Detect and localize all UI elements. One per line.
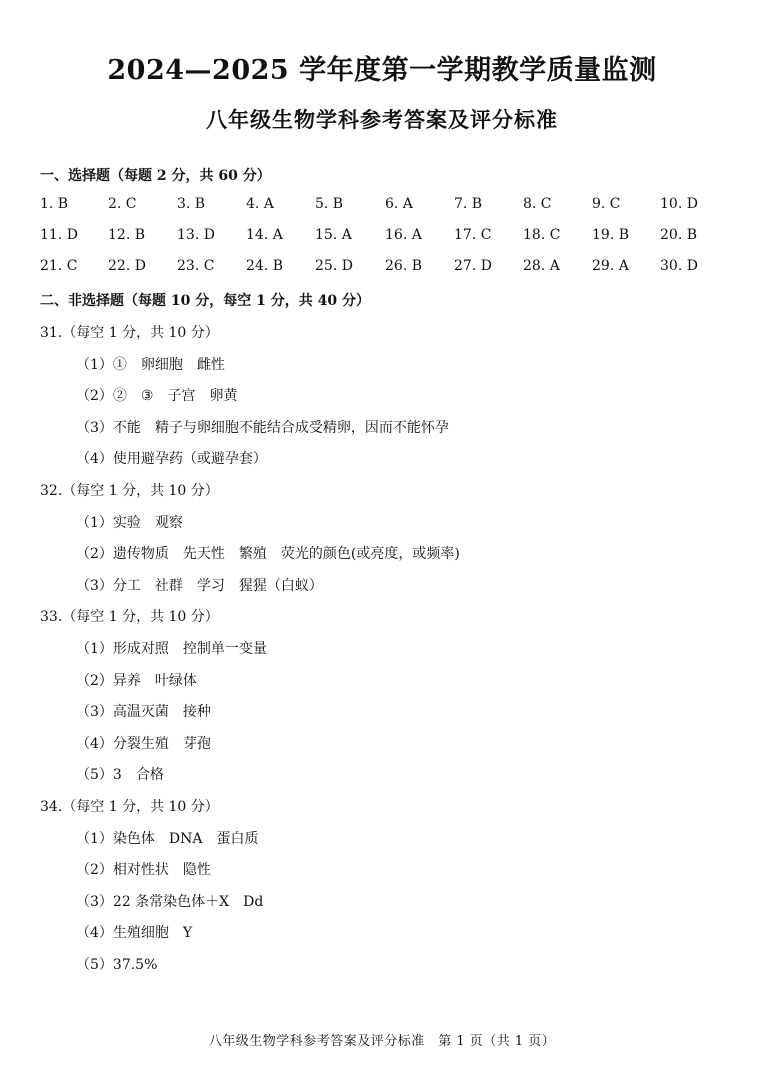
answer-line <box>76 734 211 754</box>
answer-line <box>76 544 460 564</box>
answer-blank: （5）3 <box>76 767 122 783</box>
answer-blank: 芽孢 <box>182 736 211 752</box>
answer-blank: （3）不能 <box>76 420 141 436</box>
mc-answer: 16. A <box>385 227 422 243</box>
answer-blank: 观察 <box>154 515 183 531</box>
answer-blank: 合格 <box>135 767 164 783</box>
part1-heading: 一、选择题（每题 2 分，共 60 分） <box>40 168 271 184</box>
mc-answer: 9. C <box>592 196 621 212</box>
mc-answer: 20. B <box>660 227 698 243</box>
mc-answer: 6. A <box>385 196 413 212</box>
answer-blank: 雌性 <box>196 357 225 373</box>
answer-blank: 控制单一变量 <box>182 641 267 657</box>
question-heading: 31.（每空 1 分，共 10 分） <box>40 325 219 341</box>
answer-blank: 先天性 <box>182 546 225 562</box>
answer-line <box>76 923 192 943</box>
mc-answer: 24. B <box>246 258 284 274</box>
answer-line <box>76 418 449 438</box>
answer-blank: （2）遗传物质 <box>76 546 169 562</box>
mc-answer: 22. D <box>108 258 146 274</box>
mc-answer: 18. C <box>523 227 561 243</box>
mc-answer: 27. D <box>454 258 492 274</box>
answer-blank: （1）实验 <box>76 515 141 531</box>
mc-answer: 19. B <box>592 227 630 243</box>
mc-answer: 5. B <box>315 196 344 212</box>
answer-line <box>76 955 157 975</box>
mc-answer: 10. D <box>660 196 698 212</box>
answer-blank: 社群 <box>154 578 183 594</box>
answer-blank: Y <box>182 925 193 941</box>
answer-blank: 学习 <box>196 578 225 594</box>
mc-answer: 3. B <box>177 196 206 212</box>
mc-answer: 12. B <box>108 227 146 243</box>
answer-blank: （3）高温灭菌 <box>76 704 169 720</box>
answer-blank: 子宫 <box>167 388 196 404</box>
answer-blank: 叶绿体 <box>154 673 197 689</box>
answer-blank: （3）分工 <box>76 578 141 594</box>
answer-blank: （4）生殖细胞 <box>76 925 169 941</box>
mc-answer: 2. C <box>108 196 137 212</box>
answer-blank: ③ <box>140 388 154 404</box>
answer-line <box>76 355 225 375</box>
mc-answer: 25. D <box>315 258 353 274</box>
question-heading: 33.（每空 1 分，共 10 分） <box>40 609 219 625</box>
page-subtitle: 八年级生物学科参考答案及评分标准 <box>206 107 558 132</box>
part2-heading: 二、非选择题（每题 10 分，每空 1 分，共 40 分） <box>40 293 370 309</box>
question-heading: 32.（每空 1 分，共 10 分） <box>40 483 219 499</box>
mc-answer: 30. D <box>660 258 698 274</box>
mc-answer: 21. C <box>40 258 78 274</box>
mc-answer: 1. B <box>40 196 69 212</box>
answer-blank: （2）相对性状 <box>76 862 169 878</box>
answer-blank: （1）① <box>76 357 127 373</box>
answer-blank: （4）使用避孕药（或避孕套） <box>76 451 267 467</box>
answer-line <box>76 892 263 912</box>
answer-blank: 接种 <box>182 704 211 720</box>
answer-blank: 繁殖 <box>238 546 267 562</box>
answer-blank: （1）染色体 <box>76 831 155 847</box>
mc-answer: 15. A <box>315 227 352 243</box>
answer-blank: （4）分裂生殖 <box>76 736 169 752</box>
answer-line <box>76 639 267 659</box>
answer-blank: 隐性 <box>182 862 211 878</box>
mc-answer: 14. A <box>246 227 283 243</box>
answer-blank: （1）形成对照 <box>76 641 169 657</box>
answer-blank: 蛋白质 <box>216 831 259 847</box>
mc-answer: 29. A <box>592 258 629 274</box>
answer-line <box>76 860 211 880</box>
mc-answer: 13. D <box>177 227 215 243</box>
answer-line <box>76 449 267 469</box>
answer-blank: （5）37.5% <box>76 957 158 973</box>
answer-line <box>76 386 237 406</box>
answer-blank: 精子与卵细胞不能结合成受精卵，因而不能怀孕 <box>154 420 449 436</box>
answer-blank: DNA <box>168 831 203 847</box>
answer-blank: （2）② <box>76 388 127 404</box>
mc-answer: 8. C <box>523 196 552 212</box>
answer-blank: 卵黄 <box>209 388 238 404</box>
mc-answer: 17. C <box>454 227 492 243</box>
mc-answer: 26. B <box>385 258 423 274</box>
question-heading: 34.（每空 1 分，共 10 分） <box>40 799 219 815</box>
answer-blank: Dd <box>243 894 264 910</box>
mc-answer: 7. B <box>454 196 483 212</box>
answer-blank: （2）异养 <box>76 673 141 689</box>
answer-line <box>76 513 183 533</box>
page-footer: 八年级生物学科参考答案及评分标准 第 1 页（共 1 页） <box>208 1034 556 1049</box>
answer-blank: 猩猩（白蚁） <box>238 578 323 594</box>
answer-line <box>76 671 197 691</box>
answer-blank: （3）22 条常染色体＋X <box>76 894 230 910</box>
answer-line <box>76 829 259 849</box>
mc-answer: 4. A <box>246 196 274 212</box>
mc-answer: 28. A <box>523 258 560 274</box>
page-title: 2024—2025 学年度第一学期教学质量监测 <box>107 55 657 86</box>
mc-answer: 11. D <box>40 227 78 243</box>
mc-answer: 23. C <box>177 258 215 274</box>
answer-line <box>76 702 211 722</box>
answer-line <box>76 765 164 785</box>
answer-line <box>76 576 323 596</box>
answer-blank: 卵细胞 <box>140 357 183 373</box>
answer-blank: 荧光的颜色(或亮度，或频率) <box>280 546 460 562</box>
